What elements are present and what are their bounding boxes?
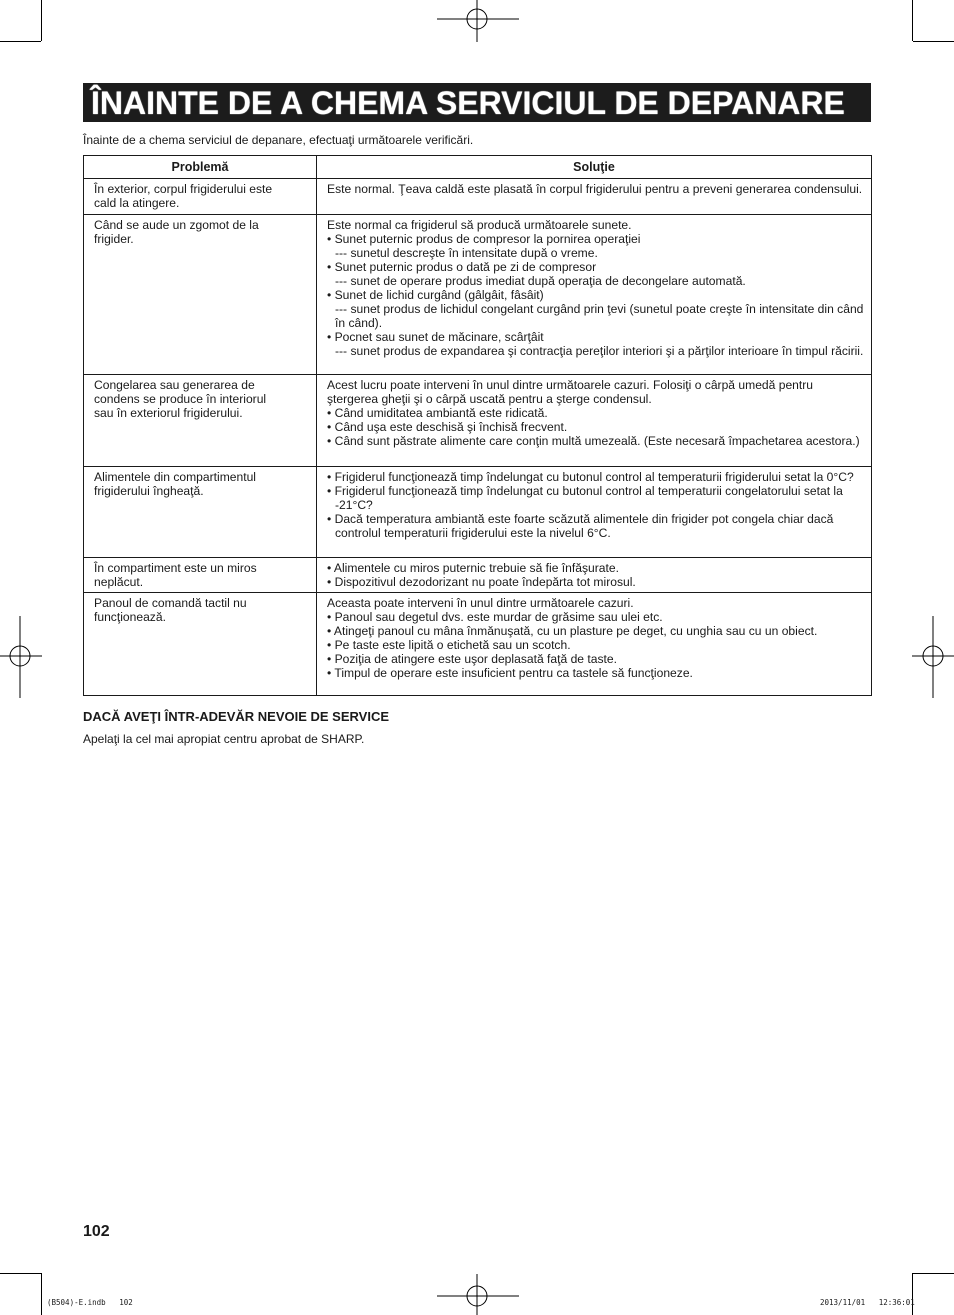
problem-line: funcţionează. <box>94 610 166 624</box>
page-number: 102 <box>83 1223 110 1240</box>
solution-cell <box>317 215 872 375</box>
solution-cell <box>317 467 872 558</box>
footer-file-info: (B504)-E.indb 102 <box>47 1298 133 1307</box>
solution-cell <box>317 558 872 593</box>
column-header-problem: Problemă <box>84 156 317 179</box>
problem-line: neplăcut. <box>94 575 144 589</box>
solution-text: Este normal ca frigiderul să producă următoarele sunete. <box>327 218 632 232</box>
solution-bullet: • Timpul de operare este insuficient pentru ca tastele să funcţioneze. <box>327 666 693 680</box>
footer-timestamp: 2013/11/01 12:36:01 <box>820 1298 915 1307</box>
table-row <box>84 215 872 375</box>
registration-mark-top <box>437 0 519 42</box>
problem-line: frigiderului îngheaţă. <box>94 484 204 498</box>
solution-bullet: • Frigiderul funcţionează timp îndelungat cu butonul control al temperaturii congelatorului setat la -21°C? <box>327 484 843 512</box>
solution-detail: --- sunet produs de lichidul congelant curgând prin ţevi (sunetul poate creşte în intensitate din când în când). <box>335 302 864 330</box>
registration-mark-right <box>912 616 954 698</box>
solution-bullet: • Dacă temperatura ambiantă este foarte scăzută alimentele din frigider pot congela chiar dacă controlul temperaturii frigiderului este la nivelul 6°C. <box>327 512 834 540</box>
solution-text: Acest lucru poate interveni în unul dintre următoarele cazuri. Folosiţi o cârpă umedă pentru ştergerea gheţii şi o cârpă uscată pentru a şterge condensul. <box>327 378 814 406</box>
solution-text: Este normal. Ţeava caldă este plasată în corpul frigiderului pentru a preveni generarea condensului. <box>327 182 863 196</box>
solution-bullet: • Alimentele cu miros puternic trebuie să fie înfăşurate. <box>327 561 619 575</box>
troubleshooting-table <box>83 155 872 696</box>
solution-bullet: • Frigiderul funcţionează timp îndelungat cu butonul control al temperaturii frigiderului setat la 0°C? <box>327 470 854 484</box>
table-row <box>84 558 872 593</box>
problem-cell <box>84 179 317 215</box>
table-row <box>84 375 872 467</box>
solution-bullet: • Pocnet sau sunet de măcinare, scârţâit <box>327 330 544 344</box>
service-text: Apelaţi la cel mai apropiat centru aprobat de SHARP. <box>83 732 365 746</box>
solution-bullet: • Dispozitivul dezodorizant nu poate îndepărta tot mirosul. <box>327 575 636 589</box>
problem-line: Alimentele din compartimentul <box>94 470 256 484</box>
solution-bullet: • Pe taste este lipită o etichetă sau un scotch. <box>327 638 571 652</box>
solution-bullet: • Când sunt păstrate alimente care conţin multă umezeală. (Este necesară împachetarea acestora.) <box>327 434 860 448</box>
problem-line: În compartiment este un miros <box>94 561 257 575</box>
table-row <box>84 467 872 558</box>
solution-bullet: • Sunet puternic produs de compresor la pornirea operaţiei <box>327 232 641 246</box>
problem-line: Panoul de comandă tactil nu <box>94 596 247 610</box>
problem-cell <box>84 375 317 467</box>
solution-detail: --- sunet de operare produs imediat după operaţia de decongelare automată. <box>335 274 746 288</box>
solution-bullet: • Atingeţi panoul cu mâna înmănuşată, cu un plasture pe deget, cu unghia sau cu un obiect. <box>327 624 818 638</box>
problem-line: În exterior, corpul frigiderului este <box>94 182 273 196</box>
column-header-solution: Soluţie <box>317 156 872 179</box>
solution-bullet: • Panoul sau degetul dvs. este murdar de grăsime sau ulei etc. <box>327 610 663 624</box>
problem-line: Când se aude un zgomot de la <box>94 218 259 232</box>
solution-bullet: • Sunet de lichid curgând (gâlgâit, fâsâit) <box>327 288 544 302</box>
solution-detail: --- sunet produs de expandarea şi contracţia pereţilor interiori şi a părţilor interioare în timpul răcirii. <box>335 344 864 358</box>
solution-cell <box>317 179 872 215</box>
solution-bullet: • Când umiditatea ambiantă este ridicată. <box>327 406 548 420</box>
table-row <box>84 593 872 696</box>
solution-text: Aceasta poate interveni în unul dintre următoarele cazuri. <box>327 596 634 610</box>
problem-line: condens se produce în interiorul <box>94 392 267 406</box>
solution-bullet: • Sunet puternic produs o dată pe zi de compresor <box>327 260 597 274</box>
problem-cell <box>84 215 317 375</box>
registration-mark-bottom <box>437 1274 519 1315</box>
problem-line: frigider. <box>94 232 134 246</box>
problem-cell <box>84 593 317 696</box>
registration-mark-left <box>0 616 42 698</box>
table-header-row <box>84 156 872 179</box>
solution-bullet: • Când uşa este deschisă şi închisă frecvent. <box>327 420 568 434</box>
solution-detail: --- sunetul descreşte în intensitate după o vreme. <box>335 246 598 260</box>
title-bar <box>83 83 871 122</box>
service-heading: DACĂ AVEŢI ÎNTR-ADEVĂR NEVOIE DE SERVICE <box>83 709 390 724</box>
solution-bullet: • Poziţia de atingere este uşor deplasată faţă de taste. <box>327 652 617 666</box>
solution-cell <box>317 375 872 467</box>
page-title: ÎNAINTE DE A CHEMA SERVICIUL DE DEPANARE <box>91 85 845 121</box>
problem-line: cald la atingere. <box>94 196 180 210</box>
table-row <box>84 179 872 215</box>
problem-line: sau în exteriorul frigiderului. <box>94 406 243 420</box>
problem-cell <box>84 467 317 558</box>
problem-line: Congelarea sau generarea de <box>94 378 255 392</box>
intro-text: Înainte de a chema serviciul de depanare, efectuaţi următoarele verificări. <box>83 133 474 147</box>
problem-cell <box>84 558 317 593</box>
solution-cell <box>317 593 872 696</box>
